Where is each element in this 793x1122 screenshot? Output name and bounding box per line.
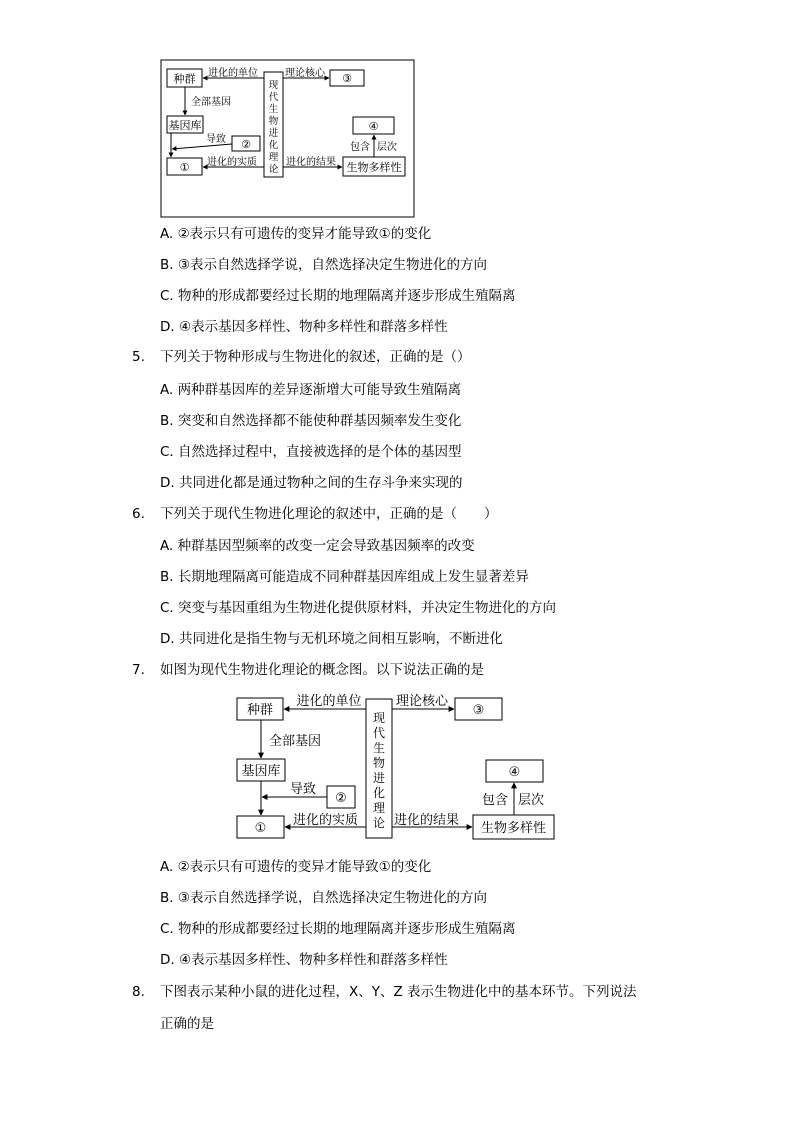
node-circle2-label: ②	[335, 791, 347, 806]
q7-option-c: C. 物种的形成都要经过长期的地理隔离并逐步形成生殖隔离	[160, 921, 516, 937]
edge-result-label: 进化的结果	[286, 157, 336, 168]
q5-stem: 下列关于物种形成与生物进化的叙述，正确的是（）	[160, 349, 471, 365]
node-population-label: 种群	[173, 72, 196, 86]
q6-number: 6.	[132, 506, 145, 522]
block1-option-d: D. ④表示基因多样性、物种多样性和群落多样性	[160, 319, 448, 335]
edge-essence-label: 进化的实质	[293, 813, 359, 828]
q7-number: 7.	[132, 662, 145, 678]
edge-result-label: 进化的结果	[394, 813, 460, 828]
concept-diagram-2	[0, 680, 793, 850]
svg-text:理: 理	[372, 801, 386, 815]
edge-all-genes-label: 全部基因	[191, 97, 231, 108]
q7-option-b: B. ③表示自然选择学说，自然选择决定生物进化的方向	[160, 890, 487, 906]
concept-diagram-1	[0, 0, 793, 230]
block1-option-b: B. ③表示自然选择学说，自然选择决定生物进化的方向	[160, 257, 487, 273]
edge-contains-label: 包含	[482, 793, 509, 808]
svg-text:化: 化	[372, 786, 386, 800]
edge-leads-to-label: 导致	[206, 134, 226, 145]
q7-option-a: A. ②表示只有可遗传的变异才能导致①的变化	[160, 859, 432, 875]
node-circle4-label: ④	[508, 765, 521, 780]
edge-essence-label: 进化的实质	[207, 157, 257, 168]
block1-option-c: C. 物种的形成都要经过长期的地理隔离并逐步形成生殖隔离	[160, 288, 516, 304]
q5-option-c: C. 自然选择过程中，直接被选择的是个体的基因型	[160, 444, 462, 460]
q8-number: 8.	[132, 984, 145, 1000]
q6-option-b: B. 长期地理隔离可能造成不同种群基因库组成上发生显著差异	[160, 569, 529, 585]
svg-text:论: 论	[372, 816, 386, 830]
node-circle4-label: ④	[368, 120, 379, 133]
edge-all-genes-label: 全部基因	[269, 734, 322, 749]
svg-text:现: 现	[268, 80, 279, 91]
svg-text:代: 代	[372, 726, 386, 740]
edge-core-label: 理论核心	[285, 68, 325, 79]
node-population-label: 种群	[246, 703, 274, 718]
svg-text:化: 化	[268, 140, 279, 151]
node-biodiversity-label: 生物多样性	[480, 821, 547, 836]
svg-text:生: 生	[372, 741, 386, 755]
q8-stem-line2: 正确的是	[160, 1016, 214, 1032]
block1-option-a: A. ②表示只有可遗传的变异才能导致①的变化	[160, 226, 432, 242]
edge-levels-label: 层次	[518, 793, 545, 808]
node-circle3-label: ③	[472, 703, 485, 718]
node-circle1-label: ①	[179, 161, 190, 174]
q6-option-c: C. 突变与基因重组为生物进化提供原材料，并决定生物进化的方向	[160, 600, 557, 616]
q6-option-a: A. 种群基因型频率的改变一定会导致基因频率的改变	[160, 538, 475, 554]
q5-option-a: A. 两种群基因库的差异逐渐增大可能导致生殖隔离	[160, 382, 462, 398]
node-center-label	[269, 80, 279, 175]
edge-levels-label: 层次	[377, 142, 397, 153]
edge-unit-label: 进化的单位	[296, 694, 362, 709]
q6-stem: 下列关于现代生物进化理论的叙述中，正确的是（ ）	[160, 506, 498, 522]
svg-text:物: 物	[268, 116, 279, 127]
edge-core-label: 理论核心	[395, 694, 449, 709]
svg-text:代: 代	[268, 92, 279, 103]
node-biodiversity-label: 生物多样性	[346, 161, 402, 174]
edge-unit-label: 进化的单位	[208, 68, 258, 79]
node-gene-pool-label: 基因库	[241, 764, 281, 779]
q5-option-d: D. 共同进化都是通过物种之间的生存斗争来实现的	[160, 475, 463, 491]
node-circle1-label: ①	[254, 821, 267, 836]
svg-text:理: 理	[268, 152, 279, 163]
q8-stem-line1: 下图表示某种小鼠的进化过程，X、Y、Z 表示生物进化中的基本环节。下列说法	[160, 984, 637, 1000]
node-center-label	[373, 711, 385, 830]
edge-leads-to-label: 导致	[290, 782, 317, 797]
edge-contains-label: 包含	[350, 142, 370, 153]
q7-stem: 如图为现代生物进化理论的概念图。以下说法正确的是	[160, 662, 484, 678]
svg-text:现: 现	[372, 711, 386, 725]
svg-text:生: 生	[268, 104, 279, 115]
q6-option-d: D. 共同进化是指生物与无机环境之间相互影响，不断进化	[160, 631, 503, 647]
svg-text:进: 进	[268, 128, 279, 139]
svg-text:论: 论	[268, 164, 279, 175]
node-circle3-label: ③	[342, 72, 352, 85]
svg-text:物: 物	[372, 756, 386, 770]
svg-text:进: 进	[372, 771, 386, 785]
q7-option-d: D. ④表示基因多样性、物种多样性和群落多样性	[160, 952, 448, 968]
q5-number: 5.	[132, 349, 145, 365]
node-gene-pool-label: 基因库	[168, 119, 202, 132]
node-circle2-label: ②	[241, 138, 251, 151]
q5-option-b: B. 突变和自然选择都不能使种群基因频率发生变化	[160, 413, 462, 429]
